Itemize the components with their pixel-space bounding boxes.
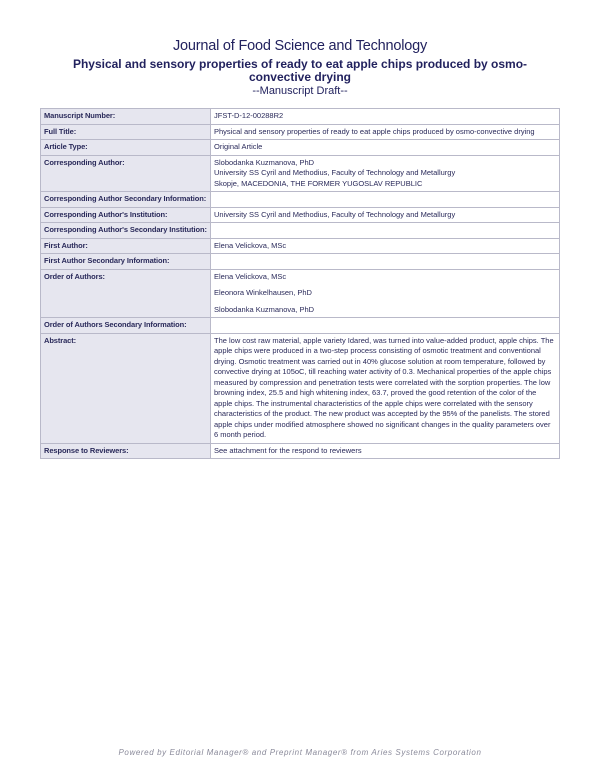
manuscript-metadata-table	[40, 108, 560, 459]
label-response-to-reviewers: Response to Reviewers:	[41, 443, 211, 459]
value-corresponding-author-secondary-institution	[211, 223, 560, 239]
journal-title: Journal of Food Science and Technology	[172, 38, 428, 54]
value-manuscript-number: JFST-D-12-00288R2	[211, 109, 560, 125]
row-order-of-authors-secondary	[41, 318, 560, 334]
footer-powered-by: Powered by Editorial Manager® and Preprint Manager® from Aries Systems Corporation	[118, 748, 482, 757]
value-corresponding-author-institution: University SS Cyril and Methodius, Faculty of Technology and Metallurgy	[211, 207, 560, 223]
author-entry: Eleonora Winkelhausen, PhD	[214, 288, 312, 297]
label-manuscript-number: Manuscript Number:	[41, 109, 211, 125]
value-response-to-reviewers: See attachment for the respond to reviewers	[211, 443, 560, 459]
row-corresponding-author-institution	[41, 207, 560, 223]
label-corresponding-author: Corresponding Author:	[41, 155, 211, 192]
label-full-title: Full Title:	[41, 124, 211, 140]
row-first-author-secondary	[41, 254, 560, 270]
value-full-title: Physical and sensory properties of ready to eat apple chips produced by osmo-convective drying	[211, 124, 560, 140]
value-order-of-authors-secondary	[211, 318, 560, 334]
value-first-author: Elena Velickova, MSc	[211, 238, 560, 254]
row-manuscript-number	[41, 109, 560, 125]
paper-title: Physical and sensory properties of ready to eat apple chips produced by osmo-convective drying	[72, 57, 528, 84]
row-article-type	[41, 140, 560, 156]
row-corresponding-author-secondary	[41, 192, 560, 208]
label-abstract: Abstract:	[41, 333, 211, 443]
corresponding-author-name: Slobodanka Kuzmanova, PhD	[214, 157, 315, 167]
value-order-of-authors	[211, 269, 560, 318]
value-corresponding-author-secondary	[211, 192, 560, 208]
label-first-author-secondary: First Author Secondary Information:	[41, 254, 211, 270]
row-corresponding-author	[41, 155, 560, 192]
label-order-of-authors: Order of Authors:	[41, 269, 211, 318]
label-order-of-authors-secondary: Order of Authors Secondary Information:	[41, 318, 211, 334]
row-full-title	[41, 124, 560, 140]
row-first-author	[41, 238, 560, 254]
label-corresponding-author-secondary: Corresponding Author Secondary Information:	[41, 192, 211, 208]
value-corresponding-author	[211, 155, 560, 192]
label-first-author: First Author:	[41, 238, 211, 254]
value-abstract: The low cost raw material, apple variety Idared, was turned into value-added product, apple chips. The apple chips were produced in a two-step process consisting of osmotic treatment and conventional drying. Osmotic treatment was carried out in 40% glucose solution at room temperature, followed by convective drying at 105oC, till reaching water activity of 0.3. Mechanical properties of the apple chips measured by compression and penetration tests were correlated with the sorption properties. The low browning index, 25.5 and high whitening index, 63.7, proved the good retention of the color of the apple chips. The instrumental characteristics of the apple chips were correlated with the sensory characteristics of the product. The new product was accepted by the 95% of the panelists. The stored apple chips under modified atmosphere showed no significant changes in the quality parameters over 6 month period.	[211, 333, 560, 443]
value-first-author-secondary	[211, 254, 560, 270]
label-article-type: Article Type:	[41, 140, 211, 156]
draft-label: --Manuscript Draft--	[252, 85, 348, 97]
corresponding-author-location: Skopje, MACEDONIA, THE FORMER YUGOSLAV REPUBLIC	[214, 178, 423, 188]
label-corresponding-author-institution: Corresponding Author's Institution:	[41, 207, 211, 223]
row-corresponding-author-secondary-institution	[41, 223, 560, 239]
label-corresponding-author-secondary-institution: Corresponding Author's Secondary Institution:	[41, 223, 211, 239]
row-abstract	[41, 333, 560, 443]
author-entry: Slobodanka Kuzmanova, PhD	[214, 304, 315, 314]
document-header	[0, 37, 600, 97]
row-response-to-reviewers	[41, 443, 560, 459]
author-entry: Elena Velickova, MSc	[214, 271, 287, 281]
value-article-type: Original Article	[211, 140, 560, 156]
corresponding-author-affiliation: University SS Cyril and Methodius, Faculty of Technology and Metallurgy	[214, 168, 456, 177]
row-order-of-authors	[41, 269, 560, 318]
